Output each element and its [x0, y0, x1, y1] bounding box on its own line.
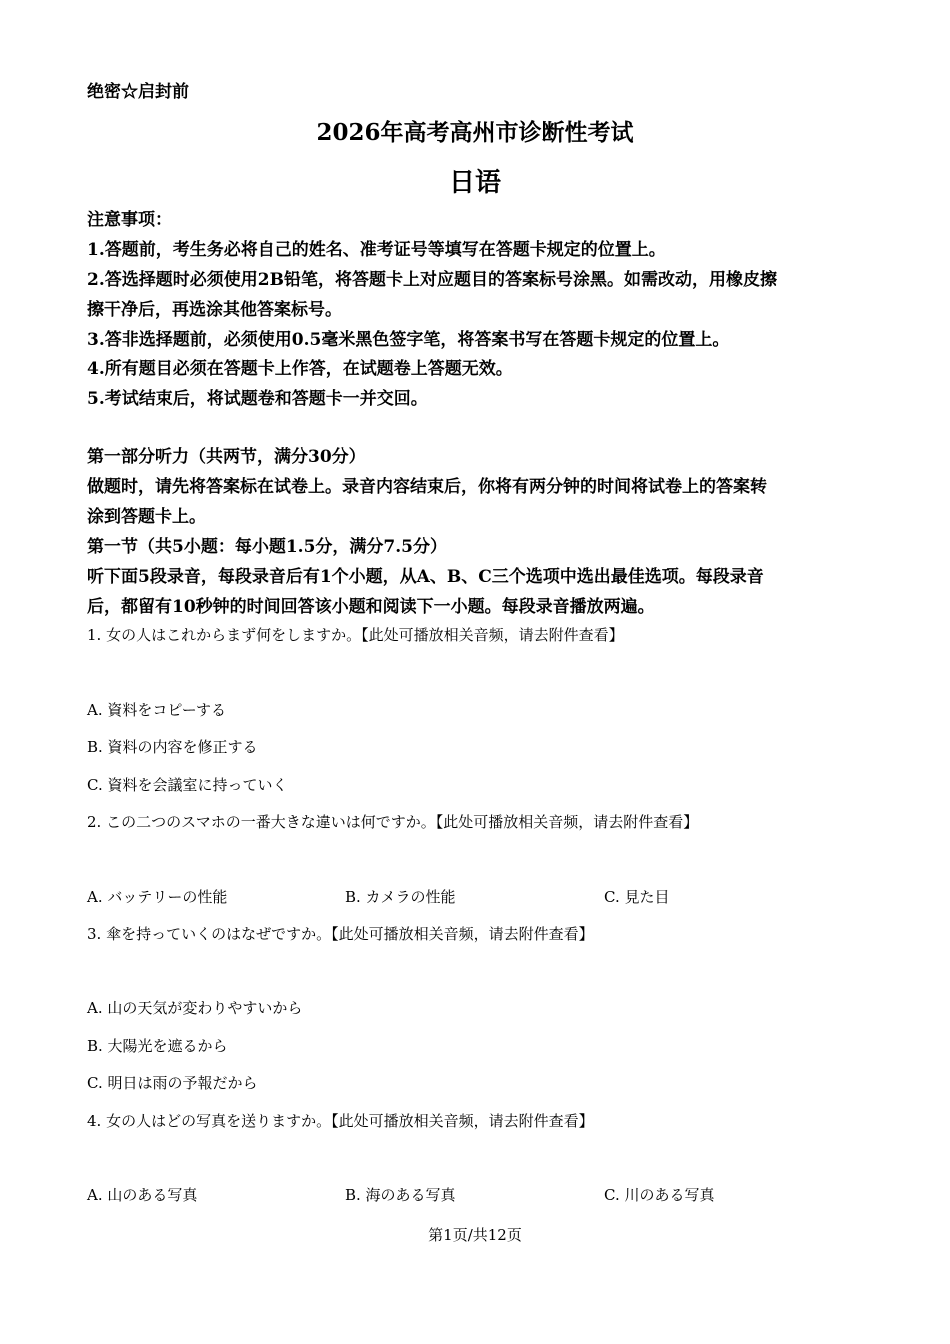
notice-heading: 注意事项：	[87, 210, 172, 230]
part-heading: 第一部分听力（共两节，满分30分）	[87, 447, 366, 467]
notice-line: 1.答题前，考生务必将自己的姓名、准考证号等填写在答题卡规定的位置上。	[87, 240, 666, 260]
question-option: A. 山のある写真	[87, 1186, 198, 1204]
question-option: C. 見た目	[604, 888, 670, 906]
exam-title: 2026年高考高州市诊断性考试	[316, 119, 634, 146]
question-option: B. 資料の内容を修正する	[87, 738, 258, 756]
notice-line: 3.答非选择题前，必须使用0.5毫米黑色签字笔，将答案书写在答题卡规定的位置上。	[87, 330, 730, 350]
question-stem: 1. 女の人はこれからまず何をしますか。【此处可播放相关音频，请去附件查看】	[87, 626, 624, 644]
notice-line: 4.所有题目必须在答题卡上作答，在试题卷上答题无效。	[87, 359, 513, 379]
question-option: C. 明日は雨の予報だから	[87, 1074, 258, 1092]
question-option: A. 資料をコピーする	[87, 701, 227, 719]
subject-title: 日语	[448, 168, 501, 198]
part-instruction: 涂到答题卡上。	[87, 507, 206, 527]
question-option: C. 資料を会議室に持っていく	[87, 776, 288, 794]
question-option: B. 海のある写真	[345, 1186, 456, 1204]
confidential-label: 绝密☆启封前	[87, 82, 189, 102]
page-number: 第1页/共12页	[428, 1226, 522, 1244]
question-option: C. 川のある写真	[604, 1186, 715, 1204]
section-instruction: 后，都留有10秒钟的时间回答该小题和阅读下一小题。每段录音播放两遍。	[87, 597, 655, 617]
question-stem: 2. この二つのスマホの一番大きな違いは何ですか。【此处可播放相关音频，请去附件查看】	[87, 813, 699, 831]
section-instruction: 听下面5段录音，每段录音后有1个小题，从A、B、C三个选项中选出最佳选项。每段录音	[87, 567, 764, 587]
question-option: B. 大陽光を遮るから	[87, 1037, 228, 1055]
question-stem: 3. 傘を持っていくのはなぜですか。【此处可播放相关音频，请去附件查看】	[87, 925, 594, 943]
question-stem: 4. 女の人はどの写真を送りますか。【此处可播放相关音频，请去附件查看】	[87, 1112, 594, 1130]
notice-line: 5.考试结束后，将试题卷和答题卡一并交回。	[87, 389, 428, 409]
notice-line: 2.答选择题时必须使用2B铅笔，将答题卡上对应题目的答案标号涂黑。如需改动，用橡皮擦	[87, 270, 777, 290]
question-option: B. カメラの性能	[345, 888, 456, 906]
part-instruction: 做题时，请先将答案标在试卷上。录音内容结束后，你将有两分钟的时间将试卷上的答案转	[87, 477, 767, 497]
question-option: A. バッテリーの性能	[87, 888, 228, 906]
question-option: A. 山の天気が変わりやすいから	[87, 999, 303, 1017]
section-heading: 第一节（共5小题：每小题1.5分，满分7.5分）	[87, 537, 447, 557]
notice-line: 擦干净后，再选涂其他答案标号。	[87, 300, 342, 320]
